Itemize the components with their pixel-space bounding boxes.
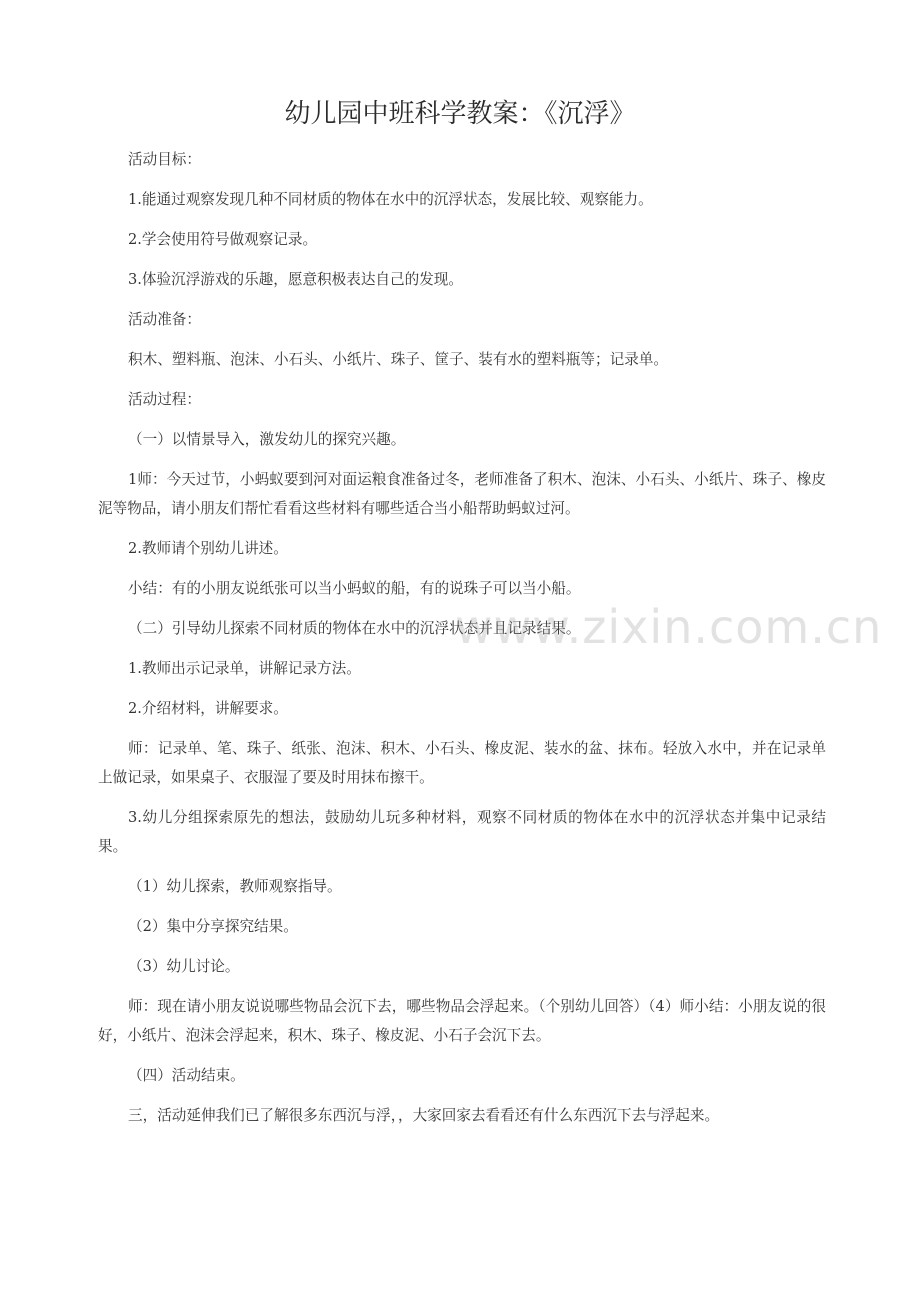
paragraph-substep-2: （2）集中分享探究结果。 [128, 918, 298, 935]
paragraph-introduce-materials: 2.介绍材料，讲解要求。 [128, 700, 288, 717]
paragraph-step-2: （二）引导幼儿探索不同材质的物体在水中的沉浮状态并且记录结果。 [128, 620, 581, 637]
paragraph-summary-1: 小结：有的小朋友说纸张可以当小蚂蚁的船，有的说珠子可以当小船。 [128, 580, 581, 597]
paragraph-children-describe: 2.教师请个别幼儿讲述。 [128, 540, 288, 557]
paragraph-materials: 积木、塑料瓶、泡沫、小石头、小纸片、珠子、筐子、装有水的塑料瓶等；记录单。 [128, 351, 668, 368]
paragraph-teacher-intro: 1师：今天过节，小蚂蚁要到河对面运粮食准备过冬，老师准备了积木、泡沫、小石头、小纸片、珠子、橡皮泥等物品，请小朋友们帮忙看看这些材料有哪些适合当小船帮助蚂蚁过河。 [98, 471, 826, 517]
paragraph-substep-3: （3）幼儿讨论。 [128, 958, 240, 975]
paragraph-goal-3: 3.体验沉浮游戏的乐趣，愿意积极表达自己的发现。 [128, 271, 463, 288]
paragraph-step-4: （四）活动结束。 [128, 1067, 245, 1084]
watermark: www.zixin.com.cn [455, 600, 883, 654]
paragraph-teacher-materials: 师：记录单、笔、珠子、纸张、泡沫、积木、小石头、橡皮泥、装水的盆、抹布。轻放入水中，并在记录单上做记录，如果桌子、衣服湿了要及时用抹布擦干。 [98, 740, 826, 786]
paragraph-section-process: 活动过程： [128, 391, 201, 408]
paragraph-section-preparation: 活动准备： [128, 311, 201, 328]
paragraph-goal-1: 1.能通过观察发现几种不同材质的物体在水中的沉浮状态，发展比较、观察能力。 [128, 191, 653, 208]
paragraph-goal-2: 2.学会使用符号做观察记录。 [128, 231, 318, 248]
paragraph-group-explore: 3.幼儿分组探索原先的想法，鼓励幼儿玩多种材料，观察不同材质的物体在水中的沉浮状态并集中记录结果。 [98, 809, 826, 855]
document-title: 幼儿园中班科学教案：《沉浮》 [284, 99, 636, 129]
paragraph-teacher-summary: 师：现在请小朋友说说哪些物品会沉下去，哪些物品会浮起来。（个别幼儿回答）（4）师小结：小朋友说的很好，小纸片、泡沫会浮起来，积木、珠子、橡皮泥、小石子会沉下去。 [98, 998, 826, 1044]
paragraph-extension: 三，活动延伸我们已了解很多东西沉与浮，，大家回家去看看还有什么东西沉下去与浮起来。 [128, 1107, 720, 1124]
document-body [98, 145, 826, 1141]
paragraph-record-sheet: 1.教师出示记录单，讲解记录方法。 [128, 660, 361, 677]
paragraph-section-goals: 活动目标： [128, 151, 201, 168]
paragraph-step-1: （一）以情景导入，激发幼儿的探究兴趣。 [128, 431, 406, 448]
paragraph-substep-1: （1）幼儿探索，教师观察指导。 [128, 878, 342, 895]
